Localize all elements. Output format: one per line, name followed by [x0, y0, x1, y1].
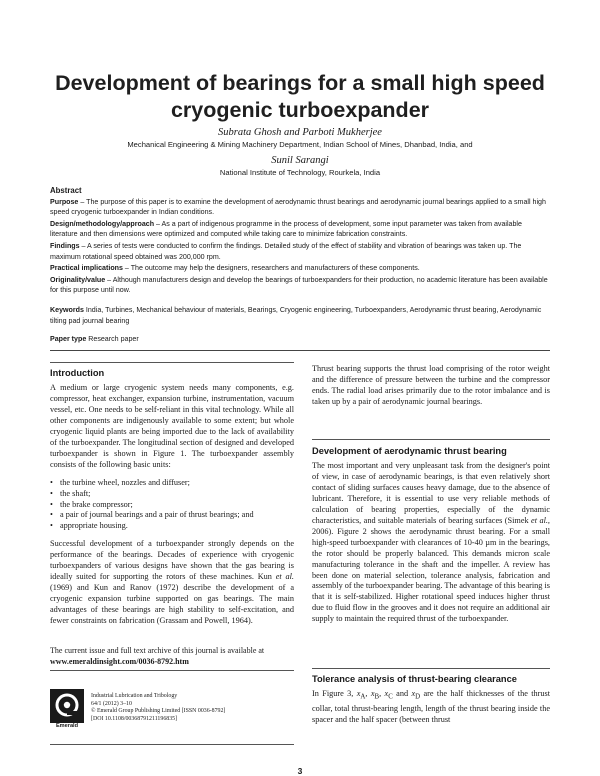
access-rule-top	[50, 670, 294, 671]
thrust-bearing-heading: Development of aerodynamic thrust bearing	[312, 446, 507, 456]
title-line-2: cryogenic turboexpander	[170, 98, 430, 122]
keywords-label: Keywords	[50, 306, 84, 314]
list-item: • the turbine wheel, nozzles and diffuser;	[50, 478, 294, 489]
abstract-implications: Practical implications – The outcome may help the designers, researchers and manufacturers of these components.	[50, 264, 420, 273]
abstract-block	[50, 186, 550, 297]
thrust-bearing-paragraph: Thrust bearing supports the thrust load comprising of the rotor weight and the difference of pressure between the turbine and the compressor ends. The radial load arises primarily due to the rotor imbalance and is taken up by a pair of aerodynamic journal bearings.	[312, 364, 550, 406]
abstract-heading: Abstract	[50, 186, 82, 195]
title-line-1: Development of bearings for a small high speed	[55, 71, 545, 95]
affiliation-secondary: National Institute of Technology, Rourkela, India	[219, 168, 381, 177]
intro-rule	[50, 362, 294, 363]
keywords	[50, 305, 550, 326]
emerald-logo-text: Emerald	[55, 723, 79, 729]
abstract-originality: Originality/value – Although manufacturers design and develop the bearings of turboexpanders for their production, no academic literature has been available for this purpose until now.	[50, 275, 548, 295]
abstract-purpose: Purpose – The purpose of this paper is to examine the development of aerodynamic thrust bearings and aerodynamic journal bearings applied to a small high speed cryogenic turboexpander in Indian conditions.	[50, 197, 546, 217]
header-divider	[50, 350, 550, 351]
list-item: • the brake compressor;	[50, 500, 294, 511]
emerald-logo-icon	[50, 689, 84, 723]
authors-primary: Subrata Ghosh and Parboti Mukherjee	[218, 127, 382, 138]
tolerance-body: In Figure 3, $x_A$, $x_B$, $x_C$ and $x_D$ are the half thicknesses of the thrust collar, total thrust-bearing length, length of the thrust bearing inside the spacer and the half spacer (between thrust	[312, 689, 551, 724]
introduction-heading: Introduction	[50, 368, 105, 378]
section-rule-thrust	[312, 439, 550, 440]
abstract-findings: Findings – A series of tests were conducted to confirm the findings. Detailed study of the effect of stability and vibration of bearings was taken up. The maximum rotational speed obtained was 200,000 rpm.	[50, 241, 522, 261]
abstract-design: Design/methodology/approach – As a part of indigenous programme in the process of development, some input parameter was taken from available literature and then dimensions were optimized and computed while taking care to minimize fabrication constraints.	[50, 219, 522, 239]
assembly-units-list	[50, 478, 294, 533]
journal-url: www.emeraldinsight.com/0036-8792.htm	[50, 657, 189, 666]
authors-secondary: Sunil Sarangi	[271, 155, 329, 166]
paper-title	[30, 70, 570, 124]
journal-info: Industrial Lubrication and Tribology 64/1 (2012) 3–10 © Emerald Group Publishing Limited [ISSN 0036-8792] [DOI 10.1108/00368791211196835]	[91, 693, 226, 723]
list-item: • a pair of journal bearings and a pair of thrust bearings; and	[50, 510, 294, 521]
keywords-text: India, Turbines, Mechanical behaviour of materials, Bearings, Cryogenic engineering, Turboexpanders, Aerodynamic thrust bearing, Aerodynamic tilting pad journal bearing	[50, 306, 542, 325]
tolerance-heading: Tolerance analysis of thrust-bearing clearance	[312, 674, 517, 684]
list-item: • appropriate housing.	[50, 521, 294, 532]
affiliation-primary: Mechanical Engineering & Mining Machinery Department, Indian School of Mines, Dhanbad, India, and	[127, 140, 473, 149]
journal-access-note: The current issue and full text archive of this journal is available at www.emeraldinsight.com/0036-8792.htm	[50, 645, 294, 667]
intro-paragraph-1: A medium or large cryogenic system needs many components, e.g. compressor, heat exchanger, expansion turbine, instrumentation, vacuum vessel, etc. One needs to be self-reliant in this vital technology. While all other components are indigenously available to some extent; but whole cryogenic liquid plants are being imported due to the lack of availability of the turboexpander. The longitudinal section of designed and developed turboexpander is shown in Figure 1. The turboexpander assembly consists of the following basic units:	[50, 383, 294, 469]
thrust-bearing-body: The most important and very unpleasant task from the designer's point of view, in case of aerodynamic bearings, is that even relatively short contact of sliding surfaces causes heavy damage, due to the absence of lubricant. Therefore, it is essential to use very reliable methods of calculation of bearing properties, especially of the dynamic characteristics, and suitable materials of bearing surfaces (Simek et al., 2006). Figure 2 shows the aerodynamic thrust bearing. For a small high-speed turboexpander with clearances of 10-40 µm in the bearings, the rotor should be properly balanced. This demands micron scale manufacturing tolerance in the shaft and the impeller. A review has been done on material selection, tolerance analysis, fabrication and assembly of the turboexpander bearing. The advantage of this bearing is that it is self-stabilized. Higher rotational speed induces higher thrust due to fluid flow in the grooves and it does not require an additional air supply to maintain the required thrust of the turboexpander.	[312, 461, 550, 624]
introduction-body	[50, 383, 294, 634]
paper-type: Paper type Research paper	[50, 335, 139, 343]
page-number: 3	[297, 766, 303, 776]
list-item: • the shaft;	[50, 489, 294, 500]
access-rule-bottom	[50, 744, 294, 745]
section-rule-tolerance	[312, 668, 550, 669]
intro-paragraph-2: Successful development of a turboexpander strongly depends on the performance of the bearings. Decades of experience with cryogenic turboexpanders of various designs have shown that the gas bearing is ideally suited for supporting the rotors of these machines. Kun et al. (1969) and Kun and Ranov (1972) describe the development of a cryogenic expansion turbine supported on gas bearings. The main advantages of these bearings are high stability to self-excitation, and fewer constraints on fabrication (Grassam and Powell, 1964).	[50, 539, 294, 626]
